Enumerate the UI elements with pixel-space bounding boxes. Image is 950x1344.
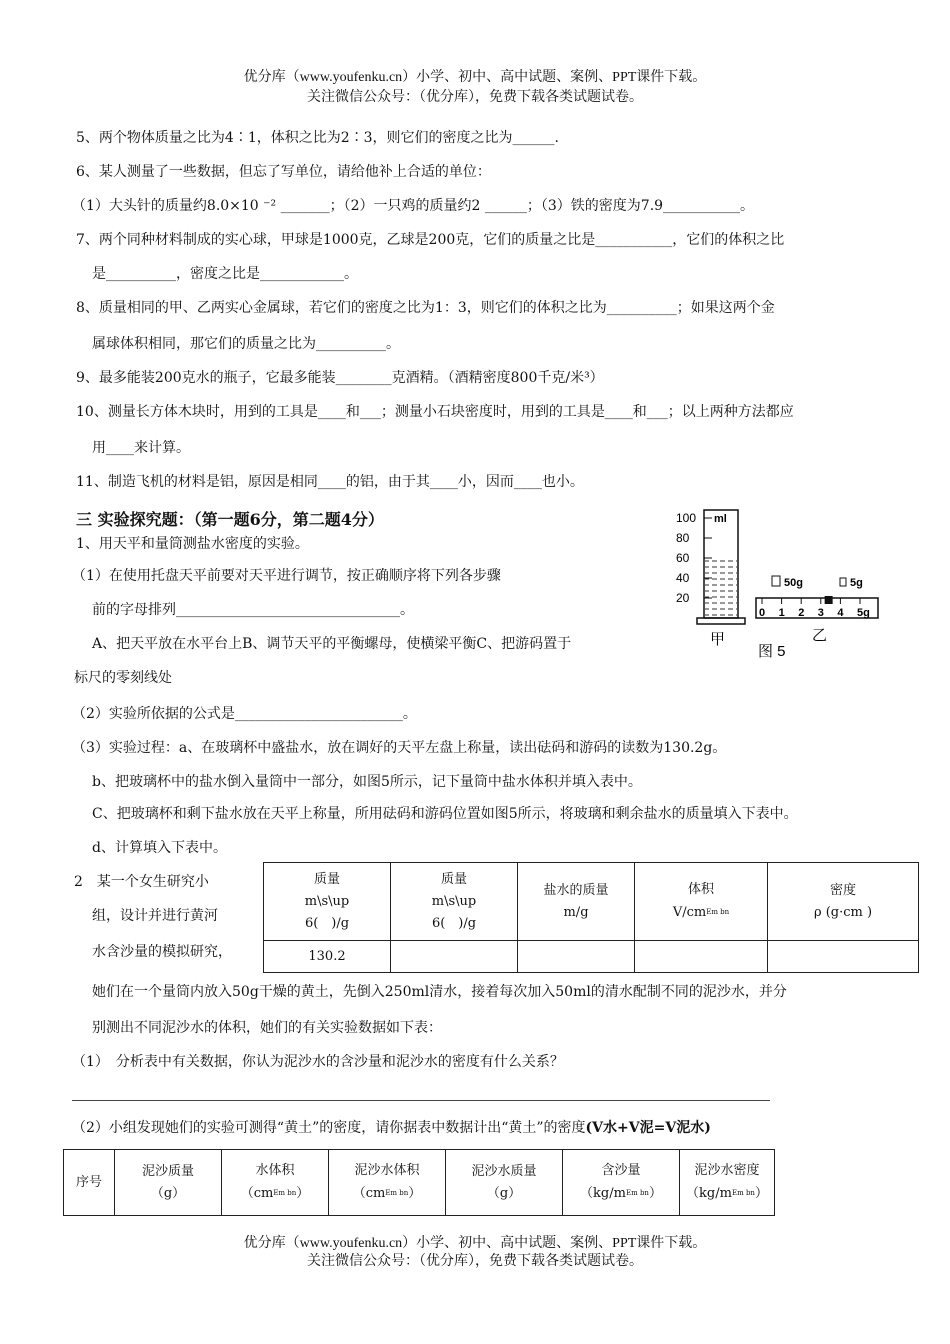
question-6: 6、某人测量了一些数据，但忘了写单位，请给他补上合适的单位： [76,164,491,180]
cell-volume[interactable] [635,941,768,973]
header-mud-water-density-unit: （kg/m [686,1186,732,1201]
header-mud-water-mass-label: 泥沙水质量 [471,1163,537,1179]
header-mass-1-symbol: m\s\up [304,893,350,909]
graduated-cylinder [676,510,745,624]
header-mud-water-mass-unit: （g） [486,1185,522,1201]
header-mud-water-volume-label: 泥沙水体积 [354,1163,420,1178]
figure-caption: 图 5 [758,643,786,660]
header-sand-content [563,1150,680,1216]
step-3-b: b、把玻璃杯中的盐水倒入量筒中一部分，如图5所示，记下量筒中盐水体积并填入表中。 [92,774,642,790]
weight-50g-label: 50g [784,577,803,589]
header-salt-water-mass-label: 盐水的质量 [543,882,609,898]
cylinder-tick-label: 60 [676,551,690,565]
question-10-line-1: 10、测量长方体木块时，用到的工具是____和___；测量小石块密度时，用到的工具是____和___；以上两种方法都应 [76,404,794,420]
cylinder-tick-label: 80 [676,531,690,545]
question-9: 9、最多能装200克水的瓶子，它最多能装________克酒精。（酒精密度800千克/米³） [76,370,604,386]
rider-marker [825,596,833,604]
header-sand-content-unit: （kg/m [580,1186,626,1201]
experiment-2-question-1: （1） 分析表中有关数据，你认为泥沙水的含沙量和泥沙水的密度有什么关系？ [72,1054,564,1070]
step-3-d: d、计算填入下表中。 [92,840,227,856]
answer-line[interactable] [72,1100,770,1101]
header-density-label: 密度 [829,882,856,898]
step-1-line-4: 标尺的零刻线处 [74,670,172,686]
section-3-title: 三 实验探究题：（第一题6分，第二题4分） [76,510,384,529]
cm3-sup: Em bn [273,1189,297,1197]
step-3-c: C、把玻璃杯和剩下盐水放在天平上称量，所用砝码和游码位置如图5所示，将玻璃和剩余盐水的质量填入下表中。 [92,806,798,822]
weight-50g-icon [772,576,780,586]
header-mass-1-unit: 6( )/g [304,915,350,931]
cm3-sup: Em bn [385,1189,409,1197]
experiment-2-line-3: 水含沙量的模拟研究， [92,944,232,960]
header-line-2: 关注微信公众号：（优分库），免费下载各类试题试卷。 [307,90,643,105]
scale-tick-label: 1 [778,607,785,619]
close-paren: ） [296,1186,310,1201]
balance-rider-scale [756,576,878,619]
header-water-volume-unit: （cm [240,1186,274,1201]
header-density [768,863,919,941]
question-5: 5、两个物体质量之比为4∶1，体积之比为2∶3，则它们的密度之比为______. [76,130,559,146]
liquid-level [705,558,737,618]
header-index: 序号 [64,1150,115,1216]
experiment-2-question-2-formula: (V水+V泥=V泥水) [585,1120,711,1136]
header-density-unit: ρ (g·cm ) [813,904,873,920]
header-sand-content-label: 含沙量 [601,1163,641,1178]
step-3-a: （3）实验过程：a、在玻璃杯中盛盐水，放在调好的天平左盘上称量，读出砝码和游码的读数为130.2g。 [72,740,727,756]
cell-salt-water-mass[interactable] [518,941,635,973]
weight-5g-icon [840,578,846,586]
experiment-2-line-2: 组，设计并进行黄河 [92,908,218,924]
cylinder-tick-label: 20 [676,591,690,605]
experiment-1-title: 1、用天平和量筒测盐水密度的实验。 [76,536,309,552]
question-6-items: （1）大头针的质量约8.0×10 ⁻² _______；（2）一只鸡的质量约2 ______；（3）铁的密度为7.9___________。 [72,198,755,214]
header-volume [635,863,768,941]
cm3-sup: Em bn [706,908,730,916]
header-line-1: 优分库（www.youfenku.cn）小学、初中、高中试题、案例、PPT课件下载。 [243,70,707,85]
experiment-2-line-1: 2 某一个女生研究小 [74,874,209,890]
experiment-2-line-4: 她们在一个量筒内放入50g干燥的黄土，先倒入250ml清水，接着每次加入50ml的清水配制不同的泥沙水，并分 [92,984,787,1000]
header-water-volume [222,1150,329,1216]
question-10-line-2: 用____来计算。 [92,440,190,456]
header-mud-water-volume [329,1150,446,1216]
header-mass-2-symbol: m\s\up [431,893,477,909]
cell-remaining-mass[interactable] [391,941,518,973]
experiment-2-line-5: 别测出不同泥沙水的体积，她们的有关实验数据如下表： [92,1020,442,1036]
question-7-line-1: 7、两个同种材料制成的实心球，甲球是1000克，乙球是200克，它们的质量之比是___________，它们的体积之比 [76,232,785,248]
header-mud-water-density [680,1150,775,1216]
cell-density[interactable] [768,941,919,973]
header-mass-1 [264,863,391,941]
close-paren: ） [408,1186,422,1201]
header-mass-1-label: 质量 [313,871,340,887]
header-salt-water-mass [518,863,635,941]
footer-line-1: 优分库（www.youfenku.cn）小学、初中、高中试题、案例、PPT课件下载。 [243,1236,707,1251]
footer-line-2: 关注微信公众号：（优分库），免费下载各类试题试卷。 [307,1254,643,1269]
experiment-2-question-2 [72,1118,711,1138]
question-11: 11、制造飞机的材料是铝，原因是相同____的铝，由于其____小，因而____也小。 [76,474,584,490]
figure-5 [672,504,892,664]
mud-water-table [63,1149,775,1216]
label-yi: 乙 [812,627,828,644]
scale-tick-label: 5g [857,607,870,619]
header-mud-water-volume-unit: （cm [352,1186,386,1201]
question-8-line-1: 8、质量相同的甲、乙两实心金属球，若它们的密度之比为1：3，则它们的体积之比为__________；如果这两个金 [76,300,775,316]
close-paren: ） [648,1186,662,1201]
scale-tick-label: 4 [837,607,844,619]
question-7-line-2: 是__________，密度之比是____________。 [92,266,358,282]
m3-sup: Em bn [731,1189,755,1197]
step-2: （2）实验所依据的公式是________________________。 [72,706,417,722]
step-1-line-3: A、把天平放在水平台上B、调节天平的平衡螺母，使横梁平衡C、把游码置于 [92,636,572,652]
header-mass-2-label: 质量 [440,871,467,887]
cylinder-tick-label: 40 [676,571,690,585]
header-water-volume-label: 水体积 [255,1163,295,1178]
header-mud-water-density-label: 泥沙水密度 [694,1163,760,1178]
step-1-line-2: 前的字母排列________________________________。 [92,602,414,618]
cylinder-unit: ml [714,513,727,525]
scale-tick-label: 0 [759,607,766,619]
close-paren: ） [754,1186,768,1201]
m3-sup: Em bn [625,1189,649,1197]
salt-water-table [263,862,919,973]
cell-total-mass[interactable]: 130.2 [264,941,391,973]
cylinder-tick-label: 100 [676,511,697,525]
header-mud-mass-unit: （g） [150,1185,186,1201]
weight-5g-label: 5g [850,577,863,589]
scale-tick-label: 3 [817,607,824,619]
header-salt-water-mass-unit: m/g [563,904,589,920]
header-mass-2-unit: 6( )/g [431,915,477,931]
step-1-line-1: （1）在使用托盘天平前要对天平进行调节，按正确顺序将下列各步骤 [72,568,501,584]
header-volume-unit: V/cm [672,905,707,920]
question-8-line-2: 属球体积相同，那它们的质量之比为__________。 [92,336,400,352]
header-mud-water-mass [446,1150,563,1216]
header-mass-2 [391,863,518,941]
label-jia: 甲 [710,631,726,648]
experiment-2-question-2-text: （2）小组发现她们的实验可测得“黄土”的密度，请你据表中数据计出“黄土”的密度 [72,1120,586,1136]
scale-tick-label: 2 [798,607,805,619]
header-volume-label: 体积 [687,882,714,897]
header-mud-mass-label: 泥沙质量 [141,1163,194,1179]
header-mud-mass [115,1150,222,1216]
